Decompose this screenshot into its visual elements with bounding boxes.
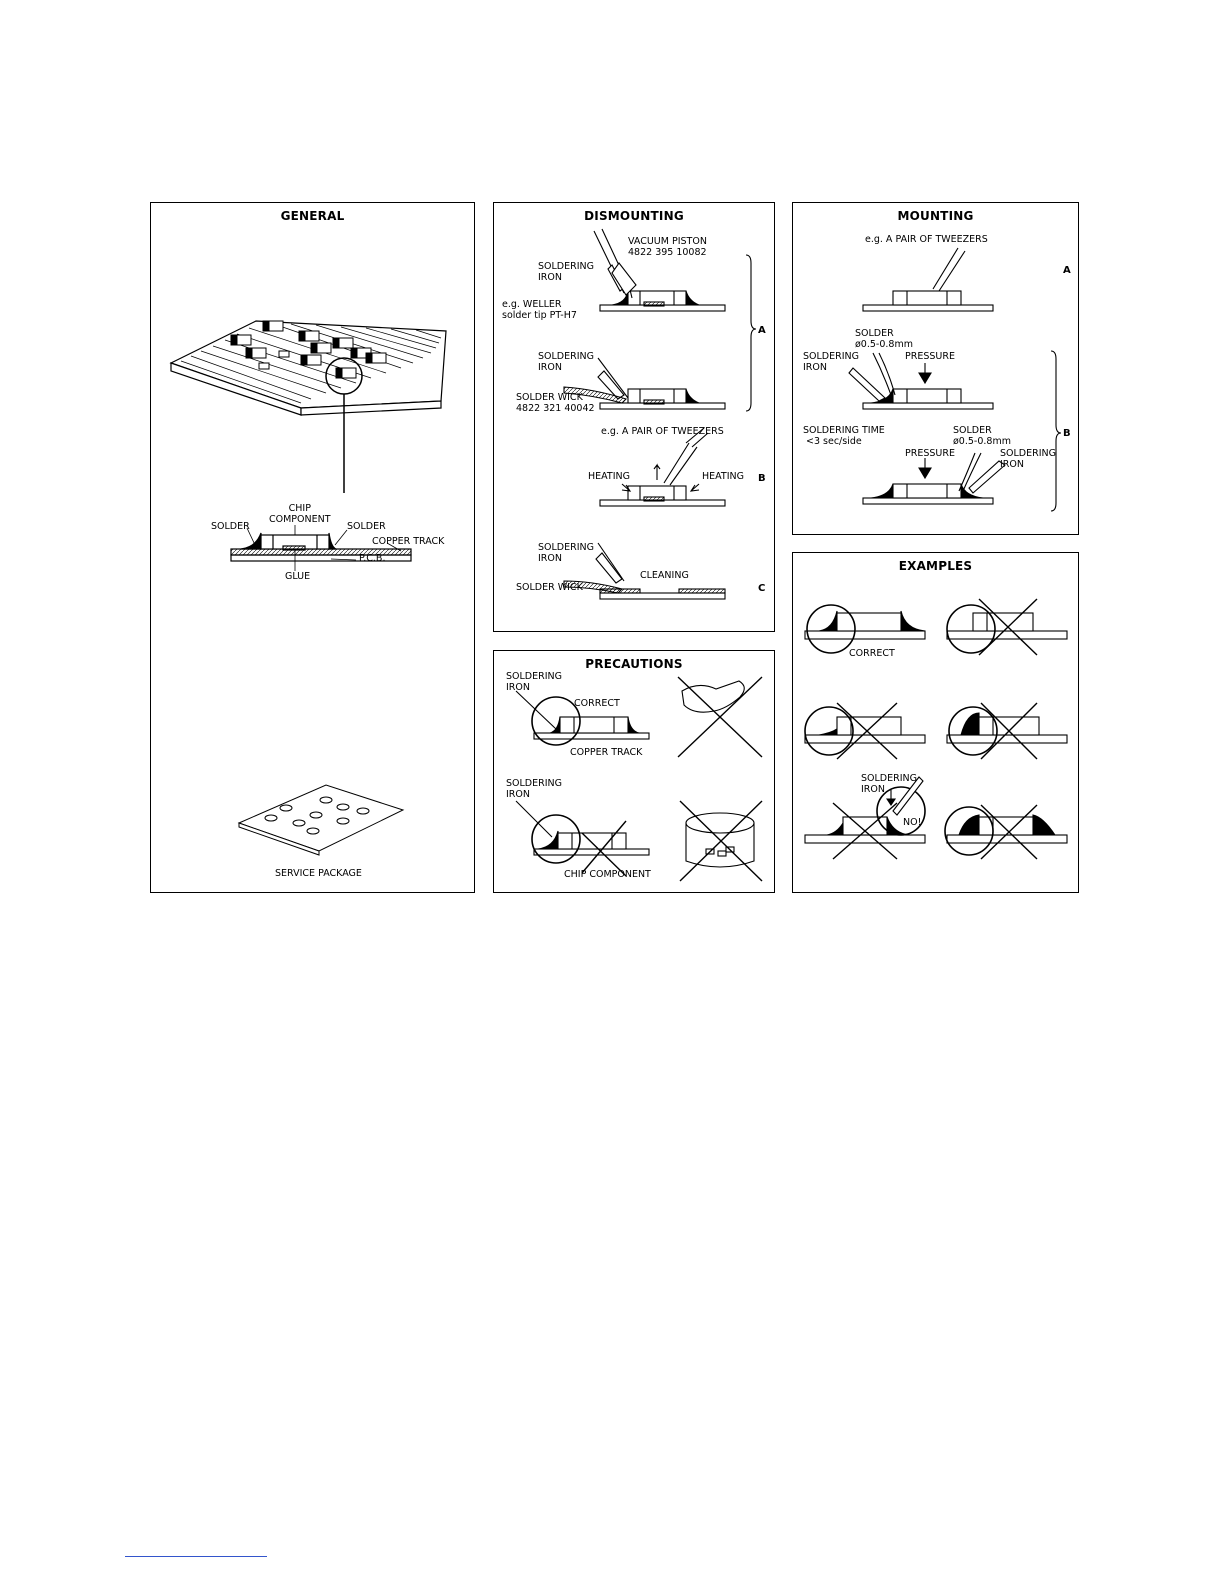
mount-section-a: A <box>1063 265 1071 276</box>
examples-drawing <box>793 553 1080 894</box>
example-soldering-iron-label: SOLDERING IRON <box>861 773 917 795</box>
general-drawing <box>151 203 476 894</box>
dismounting-panel <box>493 202 775 632</box>
example-wrong-5 <box>945 805 1067 859</box>
brace-a <box>746 255 756 411</box>
pcb-label: P.C.B. <box>359 553 386 564</box>
precaution-correct-label: CORRECT <box>574 698 620 709</box>
soldering-iron-label-1: SOLDERING IRON <box>538 261 594 283</box>
precaution-soldering-iron-1: SOLDERING IRON <box>506 671 562 693</box>
tweezers-label: e.g. A PAIR OF TWEEZERS <box>601 426 724 437</box>
soldering-iron-label-3: SOLDERING IRON <box>538 542 594 564</box>
mount-solder-label-2: SOLDER ø0.5-0.8mm <box>953 425 1011 447</box>
heating-right-label: HEATING <box>702 471 744 482</box>
mounting-panel <box>792 202 1079 535</box>
example-correct <box>805 605 925 653</box>
precaution-copper-track-label: COPPER TRACK <box>570 747 643 758</box>
cleaning-label: CLEANING <box>640 570 689 581</box>
soldering-iron-label-2: SOLDERING IRON <box>538 351 594 373</box>
weller-label: e.g. WELLER solder tip PT-H7 <box>502 299 577 321</box>
examples-title: EXAMPLES <box>898 559 973 573</box>
dismount-section-a: A <box>758 325 766 336</box>
mount-pressure-label-2: PRESSURE <box>905 448 955 459</box>
precaution-wrong-cross-section <box>516 801 649 876</box>
example-correct-label: CORRECT <box>849 648 895 659</box>
mount-a-cross-section <box>863 248 993 311</box>
footer-link-line <box>125 1556 267 1557</box>
heating-left-label: HEATING <box>588 471 630 482</box>
chip-component-label: CHIP COMPONENT <box>269 503 331 525</box>
solder-right-label: SOLDER <box>347 521 386 532</box>
general-title: GENERAL <box>280 209 345 223</box>
precaution-chip-component-label: CHIP COMPONENT <box>564 869 651 880</box>
vacuum-piston-label: VACUUM PISTON 4822 395 10082 <box>628 236 707 258</box>
dismounting-title: DISMOUNTING <box>584 209 684 223</box>
dismount-b-cross-section <box>600 428 725 506</box>
dismount-section-b: B <box>758 473 766 484</box>
mount-soldering-iron-label-1: SOLDERING IRON <box>803 351 859 373</box>
mount-tweezers-label: e.g. A PAIR OF TWEEZERS <box>865 234 988 245</box>
example-wrong-3 <box>947 703 1067 759</box>
precaution-container-cross <box>680 801 762 881</box>
solder-left-label: SOLDER <box>211 521 250 532</box>
solder-wick-label-1: SOLDER WICK 4822 321 40042 <box>516 392 595 414</box>
example-no-label: NO! <box>903 817 922 828</box>
brace-b <box>1051 351 1061 511</box>
service-package-illustration <box>239 785 403 855</box>
example-wrong-1 <box>947 599 1067 655</box>
mounting-title: MOUNTING <box>897 209 974 223</box>
mount-section-b: B <box>1063 428 1071 439</box>
copper-track-label: COPPER TRACK <box>372 536 445 547</box>
precautions-title: PRECAUTIONS <box>585 657 683 671</box>
mount-b2-cross-section <box>863 453 1005 504</box>
mount-soldering-time-label: SOLDERING TIME <3 sec/side <box>803 425 885 447</box>
precaution-soldering-iron-2: SOLDERING IRON <box>506 778 562 800</box>
precaution-hand-cross <box>678 677 762 757</box>
mount-pressure-label-1: PRESSURE <box>905 351 955 362</box>
dismounting-drawing <box>494 203 776 633</box>
examples-panel <box>792 552 1079 893</box>
precautions-panel <box>493 650 775 893</box>
glue-label: GLUE <box>285 571 311 582</box>
mount-solder-label-1: SOLDER ø0.5-0.8mm <box>855 328 913 350</box>
mount-soldering-iron-label-2: SOLDERING IRON <box>1000 448 1056 470</box>
service-package-label: SERVICE PACKAGE <box>275 868 362 879</box>
solder-wick-label-2: SOLDER WICK <box>516 582 583 593</box>
example-wrong-2 <box>805 703 925 759</box>
general-panel <box>150 202 475 893</box>
dismount-section-c: C <box>758 583 766 594</box>
